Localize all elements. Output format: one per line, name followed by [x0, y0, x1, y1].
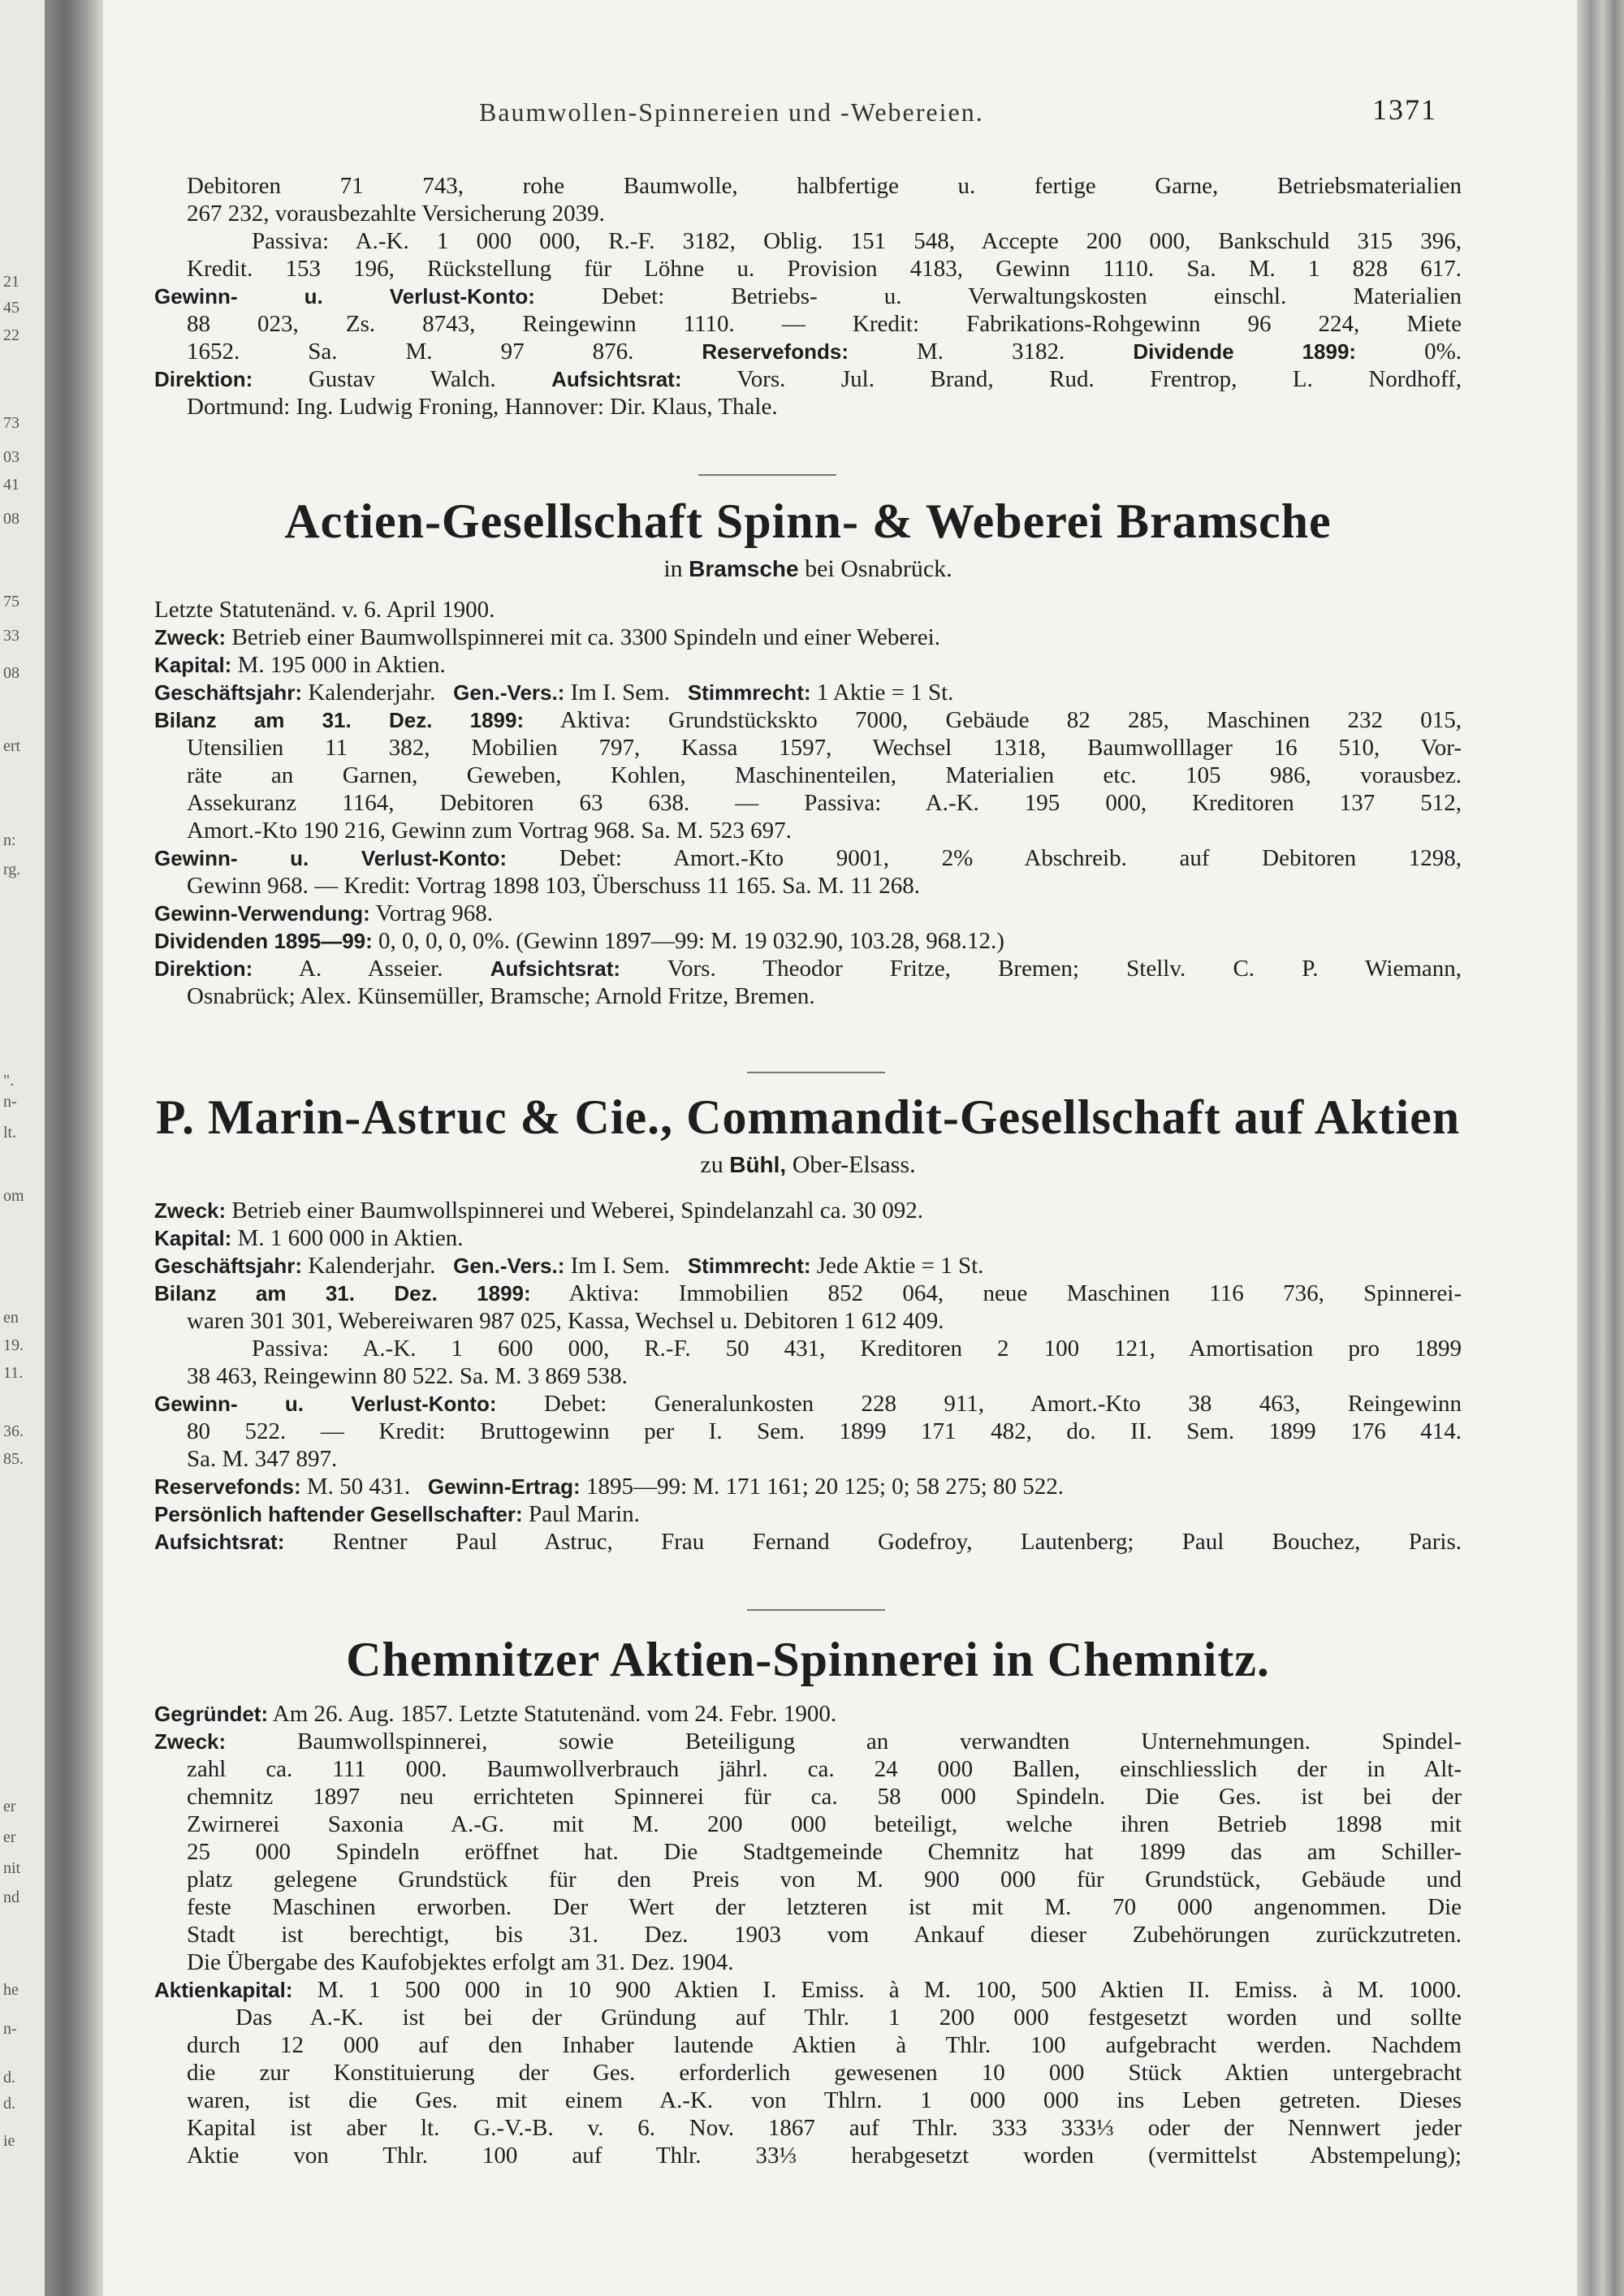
text-line: Kapital ist aber lt. G.-V.-B. v. 6. Nov. 1867 auf Thlr. 333 333⅓ oder der Nennwert jeder: [187, 2115, 1462, 2141]
text: in: [663, 555, 683, 582]
text-line: [154, 679, 1372, 706]
label: Direktion:: [154, 956, 253, 981]
text: Debet: Betriebs- u. Verwaltungskosten einschl. Materialien: [601, 283, 1462, 309]
label: Zweck:: [154, 1198, 227, 1223]
text-line: Utensilien 11 382, Mobilien 797, Kassa 1597, Wechsel 1318, Baumwolllager 16 510, Vor-: [187, 735, 1462, 761]
label: Gegründet:: [154, 1702, 269, 1726]
label: Geschäftsjahr:: [154, 1254, 303, 1278]
text: M. 195 000 in Aktien.: [237, 652, 446, 678]
text-line: 88 023, Zs. 8743, Reingewinn 1110. — Kredit: Fabrikations-Rohgewinn 96 224, Miete: [187, 311, 1462, 337]
text-line: Zwirnerei Saxonia A.-G. mit M. 200 000 beteiligt, welche ihren Betrieb 1898 mit: [187, 1811, 1462, 1837]
margin-fragment: 21: [3, 273, 19, 291]
text-line: Sa. M. 347 897.: [187, 1446, 338, 1472]
label: Gewinn-Ertrag:: [427, 1474, 581, 1499]
page-edge-shadow: [1577, 0, 1624, 2296]
margin-fragment: 33: [3, 627, 19, 645]
text-line: waren, ist die Ges. mit einem A.-K. von Thlrn. 1 000 000 ins Leben getreten. Dieses: [187, 2087, 1462, 2113]
text-line: Assekuranz 1164, Debitoren 63 638. — Passiva: A.-K. 195 000, Kreditoren 137 512,: [187, 790, 1462, 816]
company-title: P. Marin-Astruc & Cie., Commandit-Gesellschaft auf Aktien: [155, 1090, 1461, 1144]
margin-fragment: 85.: [3, 1450, 24, 1468]
text: Jede Aktie = 1 St.: [816, 1253, 984, 1279]
text-line: die zur Konstituierung der Ges. erforderlich gewesenen 10 000 Stück Aktien untergebracht: [187, 2060, 1462, 2086]
margin-fragment: n-: [3, 2020, 17, 2038]
label: Zweck:: [154, 625, 227, 650]
margin-fragment: 11.: [3, 1364, 24, 1382]
label: Aufsichtsrat:: [154, 1530, 285, 1554]
margin-fragment: n-: [3, 1093, 17, 1111]
text-line: Amort.-Kto 190 216, Gewinn zum Vortrag 968. Sa. M. 523 697.: [187, 818, 792, 844]
margin-fragment: 22: [3, 326, 19, 344]
text: 0, 0, 0, 0, 0%. (Gewinn 1897—99: M. 19 032.90, 103.28, 968.12.): [378, 928, 1004, 954]
label: Dividende 1899:: [1133, 339, 1357, 364]
text: M. 3182.: [917, 339, 1065, 365]
company-title: Chemnitzer Aktien-Spinnerei in Chemnitz.: [346, 1633, 1270, 1686]
text: Paul Marin.: [528, 1501, 640, 1527]
text-line: 38 463, Reingewinn 80 522. Sa. M. 3 869 538.: [187, 1363, 628, 1389]
text: 1652. Sa. M. 97 876.: [187, 339, 634, 365]
text: zu: [700, 1151, 723, 1178]
text-line: [154, 1976, 1462, 2004]
label: Persönlich haftender Gesellschafter:: [154, 1502, 523, 1526]
text-line: Dortmund: Ing. Ludwig Froning, Hannover: Dir. Klaus, Thale.: [187, 394, 778, 420]
section-divider: [747, 1072, 885, 1073]
section-divider: [698, 474, 836, 476]
text: Aktiva: Immobilien 852 064, neue Maschinen 116 736, Spinnerei-: [568, 1280, 1462, 1306]
text-line: 267 232, vorausbezahlte Versicherung 2039.: [187, 201, 605, 227]
label: Gewinn- u. Verlust-Konto:: [154, 846, 508, 870]
book-spine-shadow: [45, 0, 103, 2296]
text-line: [154, 1197, 1462, 1224]
text: Vors. Theodor Fritze, Bremen; Stellv. C. P. Wiemann,: [667, 956, 1462, 982]
margin-fragment: 03: [3, 448, 19, 466]
text-line: Aktie von Thlr. 100 auf Thlr. 33⅓ herabgesetzt worden (vermittelst Abstempelung);: [187, 2143, 1462, 2169]
text: Debet: Amort.-Kto 9001, 2% Abschreib. auf Debitoren 1298,: [559, 845, 1462, 871]
margin-fragment: ert: [3, 737, 21, 755]
text-line: [154, 1224, 1462, 1252]
text: Debet: Generalunkosten 228 911, Amort.-Kto 38 463, Reingewinn: [543, 1391, 1462, 1417]
label: Bilanz am 31. Dez. 1899:: [154, 708, 525, 732]
label: Bilanz am 31. Dez. 1899:: [154, 1281, 531, 1306]
margin-fragment: er: [3, 1798, 16, 1815]
margin-fragment: ".: [3, 1072, 15, 1090]
text-line: räte an Garnen, Geweben, Kohlen, Maschinenteilen, Materialien etc. 105 986, vorausbez.: [187, 762, 1462, 788]
label: Gewinn- u. Verlust-Konto:: [154, 1392, 497, 1416]
label: Gewinn-Verwendung:: [154, 901, 370, 926]
label: Dividenden 1895—99:: [154, 929, 373, 953]
text-line: [154, 1252, 1421, 1280]
text-line: feste Maschinen erworben. Der Wert der letzteren ist mit M. 70 000 angenommen. Die: [187, 1894, 1462, 1920]
margin-fragment: en: [3, 1309, 19, 1327]
text-line: [154, 624, 1462, 651]
text: Vortrag 968.: [375, 900, 493, 926]
label: Aktienkapital:: [154, 1978, 293, 2002]
text-line: [154, 1528, 1462, 1556]
margin-fragment: n:: [3, 831, 16, 849]
text: Betrieb einer Baumwollspinnerei mit ca. 3300 Spindeln und einer Weberei.: [231, 624, 940, 650]
text-line: Das A.-K. ist bei der Gründung auf Thlr. 1 200 000 festgesetzt worden und sollte: [235, 2005, 1462, 2031]
margin-fragment: nit: [3, 1859, 21, 1877]
text: Ober-Elsass.: [792, 1151, 916, 1178]
running-header: Baumwollen-Spinnereien und -Webereien.: [479, 97, 984, 127]
text: 1895—99: M. 171 161; 20 125; 0; 58 275; 80 522.: [585, 1474, 1065, 1500]
text-line: Gewinn 968. — Kredit: Vortrag 1898 103, Überschuss 11 165. Sa. M. 11 268.: [187, 873, 920, 899]
text-line: Passiva: A.-K. 1 000 000, R.-F. 3182, Oblig. 151 548, Accepte 200 000, Bankschuld 315 396,: [252, 228, 1462, 254]
label: Gewinn- u. Verlust-Konto:: [154, 284, 535, 309]
text: Rentner Paul Astruc, Frau Fernand Godefroy, Lautenberg; Paul Bouchez, Paris.: [332, 1529, 1462, 1555]
margin-fragment: 08: [3, 664, 19, 682]
text: M. 1 600 000 in Aktien.: [237, 1225, 464, 1251]
text-line: [154, 927, 1462, 955]
place-name: Bramsche: [689, 556, 799, 581]
text-line: [154, 900, 1462, 927]
margin-fragment: 36.: [3, 1422, 24, 1440]
margin-fragment: 41: [3, 476, 19, 494]
text-line: [154, 365, 1462, 393]
text-line: Letzte Statutenänd. v. 6. April 1900.: [154, 597, 495, 623]
text: Aktiva: Grundstückskto 7000, Gebäude 82 285, Maschinen 232 015,: [559, 707, 1462, 733]
margin-fragment: 08: [3, 510, 19, 528]
company-location: [154, 1151, 1462, 1179]
margin-fragment: he: [3, 1981, 19, 1999]
margin-fragment: d.: [3, 2069, 15, 2087]
place-name: Bühl,: [729, 1152, 787, 1177]
text-line: waren 301 301, Webereiwaren 987 025, Kassa, Wechsel u. Debitoren 1 612 409.: [187, 1308, 944, 1334]
margin-fragment: 45: [3, 299, 19, 317]
text: Kalenderjahr.: [308, 1253, 436, 1279]
text-line: 80 522. — Kredit: Bruttogewinn per I. Sem. 1899 171 482, do. II. Sem. 1899 176 414.: [187, 1418, 1462, 1444]
label: Kapital:: [154, 1226, 232, 1250]
margin-fragment: 75: [3, 593, 19, 611]
margin-fragment: om: [3, 1187, 24, 1205]
text: Im I. Sem.: [570, 1253, 671, 1279]
text: Baumwollspinnerei, sowie Beteiligung an verwandten Unternehmungen. Spindel-: [297, 1728, 1462, 1754]
text: M. 1 500 000 in 10 900 Aktien I. Emiss. à M. 100, 500 Aktien II. Emiss. à M. 1000.: [317, 1977, 1462, 2003]
label: Direktion:: [154, 367, 253, 391]
margin-fragment: ie: [3, 2132, 15, 2150]
margin-fragment: er: [3, 1828, 16, 1846]
text-line: [154, 1473, 1462, 1500]
text-line: [154, 651, 1462, 679]
label: Zweck:: [154, 1729, 227, 1754]
company-title: Actien-Gesellschaft Spinn- & Weberei Bramsche: [284, 494, 1332, 548]
label: Stimmrecht:: [687, 1254, 811, 1278]
text: M. 50 431.: [306, 1474, 411, 1500]
margin-fragment: rg.: [3, 861, 21, 878]
text-line: [154, 1280, 1462, 1307]
adjacent-page-fragment: [0, 0, 45, 2296]
text-line: [154, 283, 1462, 310]
label: Aufsichtsrat:: [551, 367, 682, 391]
text: Kalenderjahr.: [308, 680, 436, 706]
text-line: Debitoren 71 743, rohe Baumwolle, halbfertige u. fertige Garne, Betriebsmaterialien: [187, 173, 1462, 199]
text: Vors. Jul. Brand, Rud. Frentrop, L. Nordhoff,: [736, 366, 1462, 392]
margin-fragment: lt.: [3, 1124, 17, 1142]
text: 1 Aktie = 1 St.: [816, 680, 954, 706]
text-line: [154, 706, 1462, 734]
text: Gustav Walch.: [308, 366, 496, 392]
text: A. Asseier.: [299, 956, 443, 982]
text-line: [187, 338, 1462, 365]
section-divider: [747, 1609, 885, 1611]
text-line: durch 12 000 auf den Inhaber lautende Aktien à Thlr. 100 aufgebracht werden. Nachdem: [187, 2032, 1462, 2058]
label: Reservefonds:: [154, 1474, 301, 1499]
label: Gen.-Vers.:: [453, 680, 565, 705]
page-number: 1371: [1372, 93, 1437, 126]
document-page: [154, 0, 1462, 2296]
text-line: 25 000 Spindeln eröffnet hat. Die Stadtgemeinde Chemnitz hat 1899 das am Schiller-: [187, 1839, 1462, 1865]
text: Betrieb einer Baumwollspinnerei und Weberei, Spindelanzahl ca. 30 092.: [231, 1198, 923, 1224]
label: Geschäftsjahr:: [154, 680, 303, 705]
text-line: [154, 1500, 1462, 1528]
text-line: chemnitz 1897 neu errichteten Spinnerei für ca. 58 000 Spindeln. Die Ges. ist bei der: [187, 1784, 1462, 1810]
text-line: [154, 1390, 1462, 1418]
margin-fragment: nd: [3, 1888, 19, 1906]
text-line: [154, 1700, 1462, 1728]
margin-fragment: 73: [3, 414, 19, 432]
text-line: [154, 955, 1462, 982]
label: Stimmrecht:: [687, 680, 811, 705]
label: Reservefonds:: [702, 339, 849, 364]
text-line: [154, 1728, 1462, 1755]
company-location: [154, 555, 1462, 583]
label: Aufsichtsrat:: [490, 956, 621, 981]
label: Kapital:: [154, 653, 232, 677]
margin-fragment: d.: [3, 2095, 15, 2113]
margin-fragment: 19.: [3, 1336, 24, 1354]
text-line: zahl ca. 111 000. Baumwollverbrauch jährl. ca. 24 000 Ballen, einschliesslich der in Alt-: [187, 1756, 1462, 1782]
text-line: Stadt ist berechtigt, bis 31. Dez. 1903 vom Ankauf dieser Zubehörungen zurückzutreten.: [187, 1922, 1462, 1948]
text: Am 26. Aug. 1857. Letzte Statutenänd. vom 24. Febr. 1900.: [272, 1701, 837, 1727]
text-line: Passiva: A.-K. 1 600 000, R.-F. 50 431, Kreditoren 2 100 121, Amortisation pro 1899: [252, 1336, 1462, 1362]
text-line: Die Übergabe des Kaufobjektes erfolgt am 31. Dez. 1904.: [187, 1949, 734, 1975]
text-line: Kredit. 153 196, Rückstellung für Löhne u. Provision 4183, Gewinn 1110. Sa. M. 1 828 617.: [187, 256, 1462, 282]
text: 0%.: [1424, 339, 1462, 365]
text: bei Osnabrück.: [805, 555, 952, 582]
text: Im I. Sem.: [570, 680, 671, 706]
text-line: Osnabrück; Alex. Künsemüller, Bramsche; Arnold Fritze, Bremen.: [187, 983, 815, 1009]
label: Gen.-Vers.:: [453, 1254, 565, 1278]
text-line: [154, 844, 1462, 872]
text-line: platz gelegene Grundstück für den Preis von M. 900 000 für Grundstück, Gebäude und: [187, 1867, 1462, 1892]
